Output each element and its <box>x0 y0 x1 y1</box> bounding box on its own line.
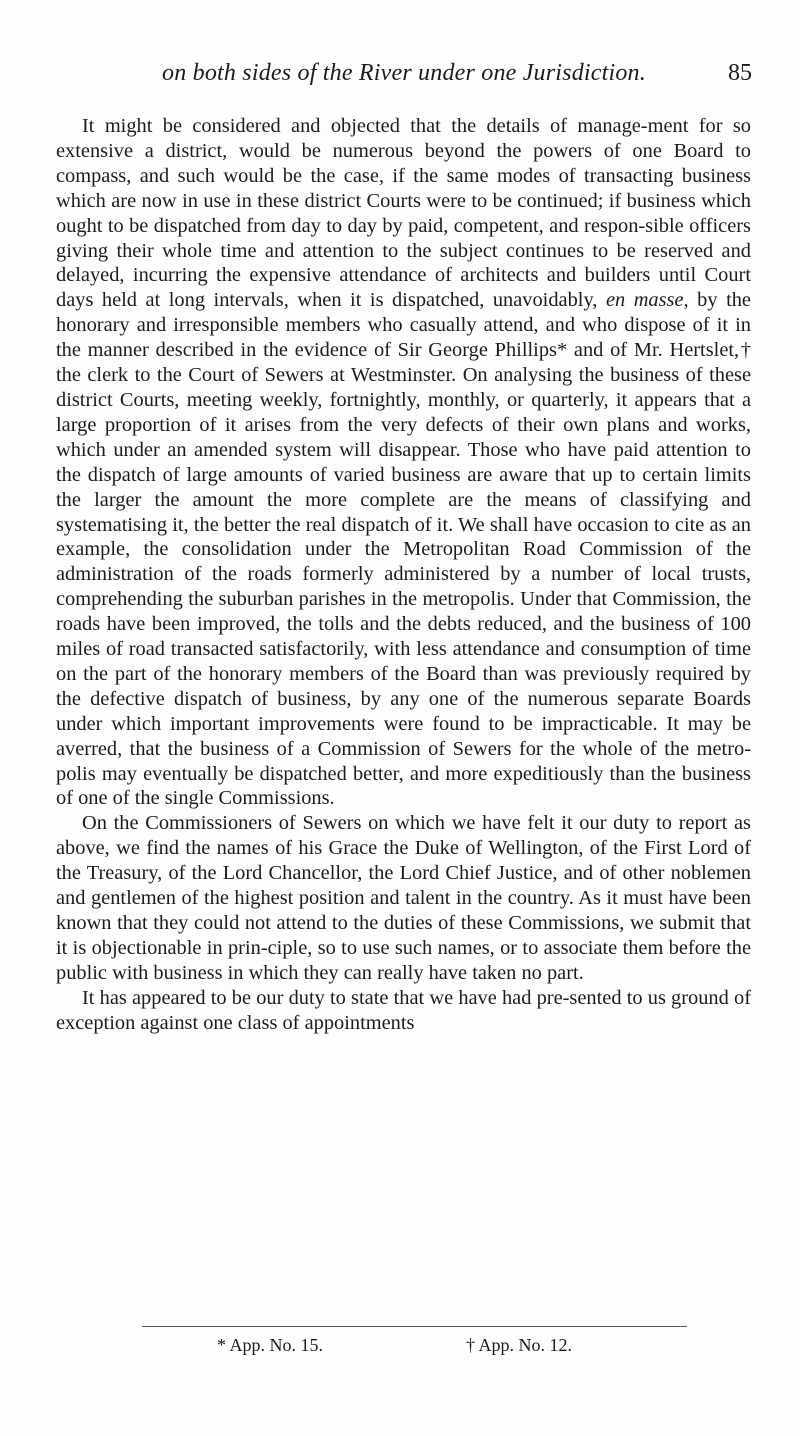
paragraph-1-before: It might be considered and objected that the details of manage-ment for so extensive a district, would be numerous beyond the powers of one Board to compass, and such would be the case, if the same modes of transacting business which are now in use in these district Courts were to be continued; if business which ought to be dispatched from day to day by paid, competent, and respon-sible officers giving their whole time and attention to the subject continues to be reserved and delayed, incurring the expensive attendance of architects and builders until Court days held at long intervals, when it is dispatched, unavoidably, <box>56 115 751 312</box>
paragraph-1 <box>56 114 751 811</box>
body-text <box>56 114 751 1036</box>
footnote-2: † App. No. 12. <box>466 1335 573 1355</box>
paragraph-1-after: , by the honorary and irresponsible members who casually attend, and who dispose of it in the manner described in the evidence of Sir George Phillips* and of Mr. Hertslet,† the clerk to the Court of Sewers at Westminster. On analysing the business of these district Courts, meeting weekly, fortnightly, monthly, or quarterly, it appears that a large proportion of it arises from the very defects of their own plans and works, which under an amended system will disappear. Those who have paid attention to the dispatch of large amounts of varied business are aware that up to certain limits the larger the amount the more complete are the means of classifying and systematising it, the better the real dispatch of it. We shall have occasion to cite as an example, the consolidation under the Metropolitan Road Commission of the administration of the roads formerly administered by a number of local trusts, comprehending the suburban parishes in the metropolis. Under that Commission, the roads have been improved, the tolls and the debts reduced, and the business of 100 miles of road transacted satisfactorily, with less attendance and consumption of time on the part of the honorary members of the Board than was previously required by the defective dispatch of business, by any one of the numerous separate Boards under which important improvements were found to be impracticable. It may be averred, that the business of a Commission of Sewers for the whole of the metro-polis may eventually be dispatched better, and more expeditiously than the business of one of the single Commissions. <box>56 289 751 810</box>
running-head <box>56 60 752 92</box>
footnote-rule <box>142 1326 687 1327</box>
running-title: on both sides of the River under one Jurisdiction. <box>162 60 646 86</box>
page-number: 85 <box>728 60 752 86</box>
footnotes <box>0 1335 800 1361</box>
paragraph-3: It has appeared to be our duty to state that we have had pre-sented to us ground of exception against one class of appointments <box>56 986 751 1034</box>
paragraph-1-italic: en masse <box>605 289 684 312</box>
footnote-1: * App. No. 15. <box>217 1335 324 1355</box>
paragraph-2: On the Commissioners of Sewers on which we have felt it our duty to report as above, we find the names of his Grace the Duke of Wellington, of the First Lord of the Treasury, of the Lord Chancellor, the Lord Chief Justice, and of other noblemen and gentlemen of the highest position and talent in the country. As it must have been known that they could not attend to the duties of these Commissions, we submit that it is objectionable in prin-ciple, so to use such names, or to associate them before the public with business in which they can really have taken no part. <box>56 812 751 984</box>
